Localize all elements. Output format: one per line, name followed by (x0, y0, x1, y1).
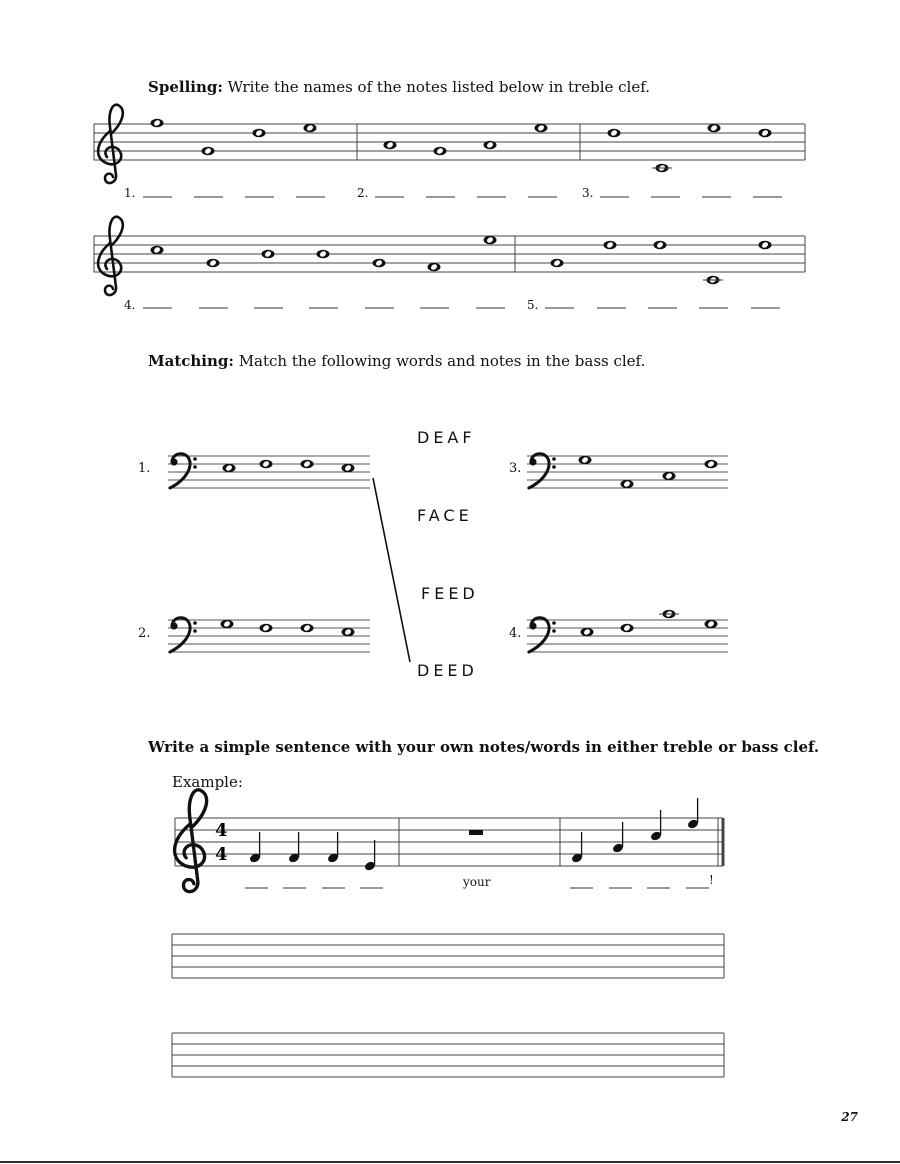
time-signature-top: 4 (215, 820, 228, 841)
exercise-label-5: 5. (527, 298, 539, 312)
whole-note (608, 129, 621, 138)
whole-note (202, 147, 215, 156)
whole-note (260, 624, 273, 633)
whole-note (705, 460, 718, 469)
whole-note (151, 246, 164, 255)
whole-note (621, 624, 634, 633)
example-end-mark: ! (709, 873, 714, 887)
treble-clef-icon (175, 790, 207, 892)
exercise-label-2: 2. (357, 186, 369, 200)
match-word-feed: FEED (421, 584, 479, 603)
whole-rest-icon (469, 830, 483, 835)
example-label: Example: (172, 773, 243, 791)
treble-staff-2 (94, 236, 805, 272)
bass-clef-icon (529, 454, 556, 488)
exercise-label-1: 1. (124, 186, 136, 200)
whole-note (621, 480, 634, 489)
bass-staff-label-1: 1. (138, 461, 151, 476)
whole-note (223, 464, 236, 473)
example-notes (249, 798, 700, 872)
time-signature-bottom: 4 (215, 844, 228, 865)
whole-note (221, 620, 234, 629)
quarter-note (327, 832, 340, 864)
whole-note (253, 129, 266, 138)
whole-note (301, 624, 314, 633)
whole-note (262, 250, 275, 259)
whole-note (342, 464, 355, 473)
match-word-deed: DEED (417, 661, 478, 680)
whole-note (301, 460, 314, 469)
whole-note (373, 259, 386, 268)
whole-note (579, 456, 592, 465)
match-word-face: FACE (417, 506, 473, 525)
whole-note (663, 472, 676, 481)
blank-staff-1[interactable] (172, 934, 724, 978)
bass-clef-icon (170, 618, 197, 652)
page-number: 27 (841, 1110, 858, 1124)
notes-row-2 (151, 236, 772, 285)
whole-note (604, 241, 617, 250)
exercise-label-3: 3. (582, 186, 594, 200)
whole-note (428, 263, 441, 272)
quarter-note (249, 832, 262, 864)
treble-clef-icon (98, 217, 123, 295)
whole-note (434, 147, 447, 156)
quarter-note (364, 840, 377, 872)
spelling-heading: Spelling: (148, 78, 223, 96)
bass-staff-label-2: 2. (138, 626, 151, 641)
quarter-note (687, 798, 700, 830)
treble-staff-1 (94, 124, 805, 160)
whole-note (151, 119, 164, 128)
whole-note (484, 141, 497, 150)
whole-note (342, 628, 355, 637)
bass-staff-label-4: 4. (509, 626, 522, 641)
whole-note (260, 460, 273, 469)
blank-staff-2[interactable] (172, 1033, 724, 1077)
notes-row-1 (151, 119, 772, 173)
sentence-instruction: Write a simple sentence with your own notes/words in either treble or bass clef. (148, 738, 820, 756)
whole-note (581, 628, 594, 637)
match-word-deaf: DEAF (417, 428, 476, 447)
whole-note (535, 124, 548, 133)
spelling-text: Write the names of the notes listed below in treble clef. (227, 78, 650, 96)
exercise-label-4: 4. (124, 298, 136, 312)
bass-staff-label-3: 3. (509, 461, 522, 476)
treble-clef-icon (98, 105, 123, 183)
quarter-note (571, 832, 584, 864)
matching-answer-line (373, 478, 410, 662)
whole-note (759, 129, 772, 138)
whole-note (551, 259, 564, 268)
quarter-note (612, 822, 625, 854)
bass-clef-icon (529, 618, 556, 652)
whole-note (304, 124, 317, 133)
matching-text: Match the following words and notes in the bass clef. (238, 352, 646, 370)
whole-note (759, 241, 772, 250)
whole-note (654, 241, 667, 250)
whole-note (708, 124, 721, 133)
whole-note (384, 141, 397, 150)
whole-note (317, 250, 330, 259)
quarter-note (288, 832, 301, 864)
whole-note (484, 236, 497, 245)
whole-note (705, 620, 718, 629)
quarter-note (650, 810, 663, 842)
bass-clef-icon (170, 454, 197, 488)
whole-note (207, 259, 220, 268)
matching-heading: Matching: (148, 352, 234, 370)
example-word: your (463, 875, 491, 889)
